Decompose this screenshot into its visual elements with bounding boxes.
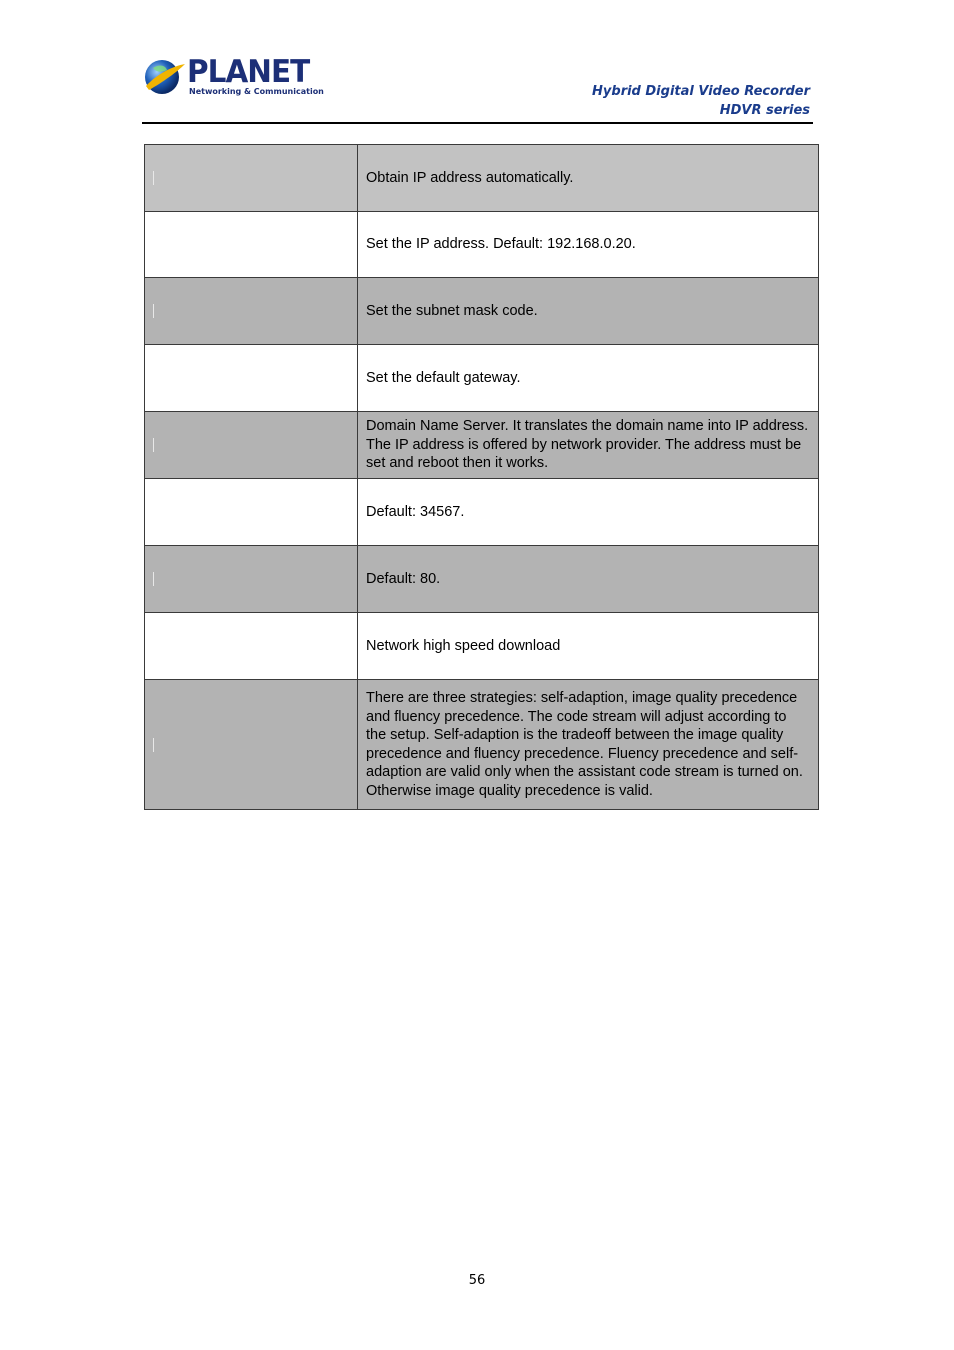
- setting-description: Set the subnet mask code.: [358, 278, 819, 345]
- setting-label-cell: [145, 145, 358, 212]
- setting-description: Set the IP address. Default: 192.168.0.20.: [358, 212, 819, 278]
- setting-label-cell: [145, 212, 358, 278]
- setting-label-cell: [145, 345, 358, 412]
- network-settings-table: [144, 144, 819, 810]
- globe-icon: [143, 56, 187, 100]
- setting-label-cell: [145, 412, 358, 479]
- logo-tagline: Networking & Communication: [189, 87, 324, 96]
- setting-label-cell: [145, 680, 358, 810]
- setting-label-cell: [145, 278, 358, 345]
- table-row: [145, 479, 819, 546]
- setting-description: There are three strategies: self-adaption, image quality precedence and fluency precedence. The code stream will adjust according to the setup. Self-adaption is the tradeoff between the image quality precedence and fluency precedence. Fluency precedence and self-adaption are valid only when the assistant code stream is turned on. Otherwise image quality precedence is valid.: [358, 680, 819, 810]
- table-row: [145, 345, 819, 412]
- planet-logo: [143, 54, 324, 100]
- table-row: [145, 145, 819, 212]
- setting-description: Default: 80.: [358, 546, 819, 613]
- table-row: [145, 278, 819, 345]
- table-row: [145, 412, 819, 479]
- setting-label-cell: [145, 479, 358, 546]
- setting-description: Obtain IP address automatically.: [358, 145, 819, 212]
- table-row: [145, 546, 819, 613]
- table-row: [145, 680, 819, 810]
- table-row: [145, 212, 819, 278]
- setting-description: Default: 34567.: [358, 479, 819, 546]
- page-number: 56: [468, 1273, 486, 1288]
- setting-label-cell: [145, 546, 358, 613]
- header-divider: [142, 122, 813, 124]
- setting-description: Domain Name Server. It translates the domain name into IP address. The IP address is offered by network provider. The address must be set and reboot then it works.: [358, 412, 819, 479]
- setting-description: Set the default gateway.: [358, 345, 819, 412]
- document-title: [592, 82, 810, 120]
- setting-label-cell: [145, 613, 358, 680]
- table-row: [145, 613, 819, 680]
- setting-description: Network high speed download: [358, 613, 819, 680]
- document-title-line2: HDVR series: [719, 103, 810, 118]
- document-title-line1: Hybrid Digital Video Recorder: [592, 84, 810, 99]
- logo-wordmark: PLANET: [187, 54, 310, 90]
